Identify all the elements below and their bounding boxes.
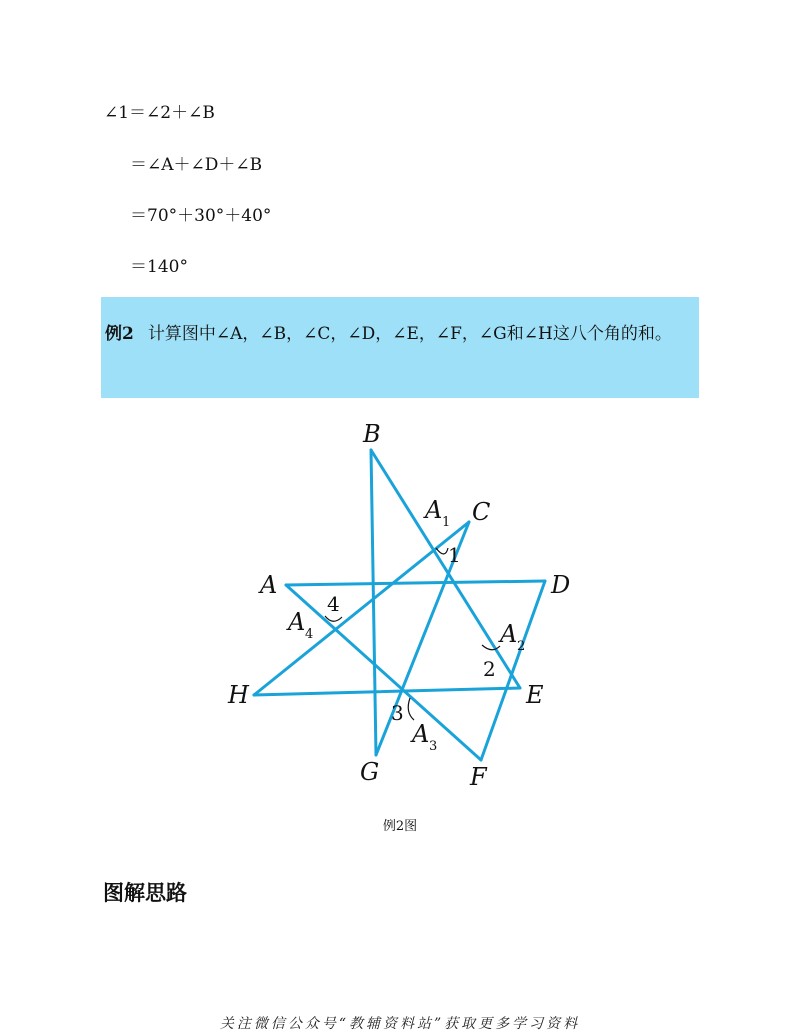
example-tag: 例2 bbox=[105, 324, 134, 344]
example-text: 计算图中∠A，∠B，∠C，∠D，∠E，∠F，∠G和∠H这八个角的和。 bbox=[147, 324, 672, 344]
label-A2-sub: 2 bbox=[517, 639, 526, 654]
label-A3-sub: 3 bbox=[429, 739, 438, 754]
label-A: A bbox=[260, 571, 278, 599]
label-H: H bbox=[228, 681, 249, 709]
label-D: D bbox=[551, 571, 571, 599]
equation-line-4: ＝140° bbox=[130, 257, 188, 277]
label-A1-sub: 1 bbox=[442, 515, 451, 530]
segment-A-D bbox=[286, 581, 545, 585]
label-G: G bbox=[360, 758, 380, 786]
label-B: B bbox=[363, 420, 381, 448]
label-A2: A bbox=[500, 620, 518, 648]
segment-H-E bbox=[254, 688, 520, 695]
equation-line-1: ∠1＝∠2＋∠B bbox=[104, 103, 215, 123]
equation-line-2: ＝∠A＋∠D＋∠B bbox=[130, 155, 263, 175]
angle-number-1: 1 bbox=[448, 543, 461, 567]
label-F: F bbox=[470, 763, 487, 791]
angle-number-4: 4 bbox=[327, 592, 340, 616]
label-A1: A bbox=[425, 496, 443, 524]
segment-C-H bbox=[254, 522, 469, 695]
equation-line-3: ＝70°＋30°＋40° bbox=[130, 206, 272, 226]
segment-B-G bbox=[371, 450, 376, 755]
label-A4-sub: 4 bbox=[305, 627, 314, 642]
label-A3: A bbox=[412, 720, 430, 748]
angle-number-3: 3 bbox=[391, 701, 404, 725]
section-heading: 图解思路 bbox=[103, 880, 187, 905]
star-figure bbox=[220, 415, 600, 795]
label-A4: A bbox=[288, 608, 306, 636]
example-box bbox=[101, 297, 699, 398]
label-E: E bbox=[526, 681, 544, 709]
figure-caption: 例2图 bbox=[382, 819, 418, 834]
angle-number-2: 2 bbox=[483, 657, 496, 681]
label-C: C bbox=[472, 498, 491, 526]
angle-arc-3 bbox=[408, 698, 414, 720]
segment-B-E bbox=[371, 450, 520, 688]
footer-watermark: 关注微信公众号“教辅资料站”获取更多学习资料 bbox=[219, 1016, 581, 1032]
